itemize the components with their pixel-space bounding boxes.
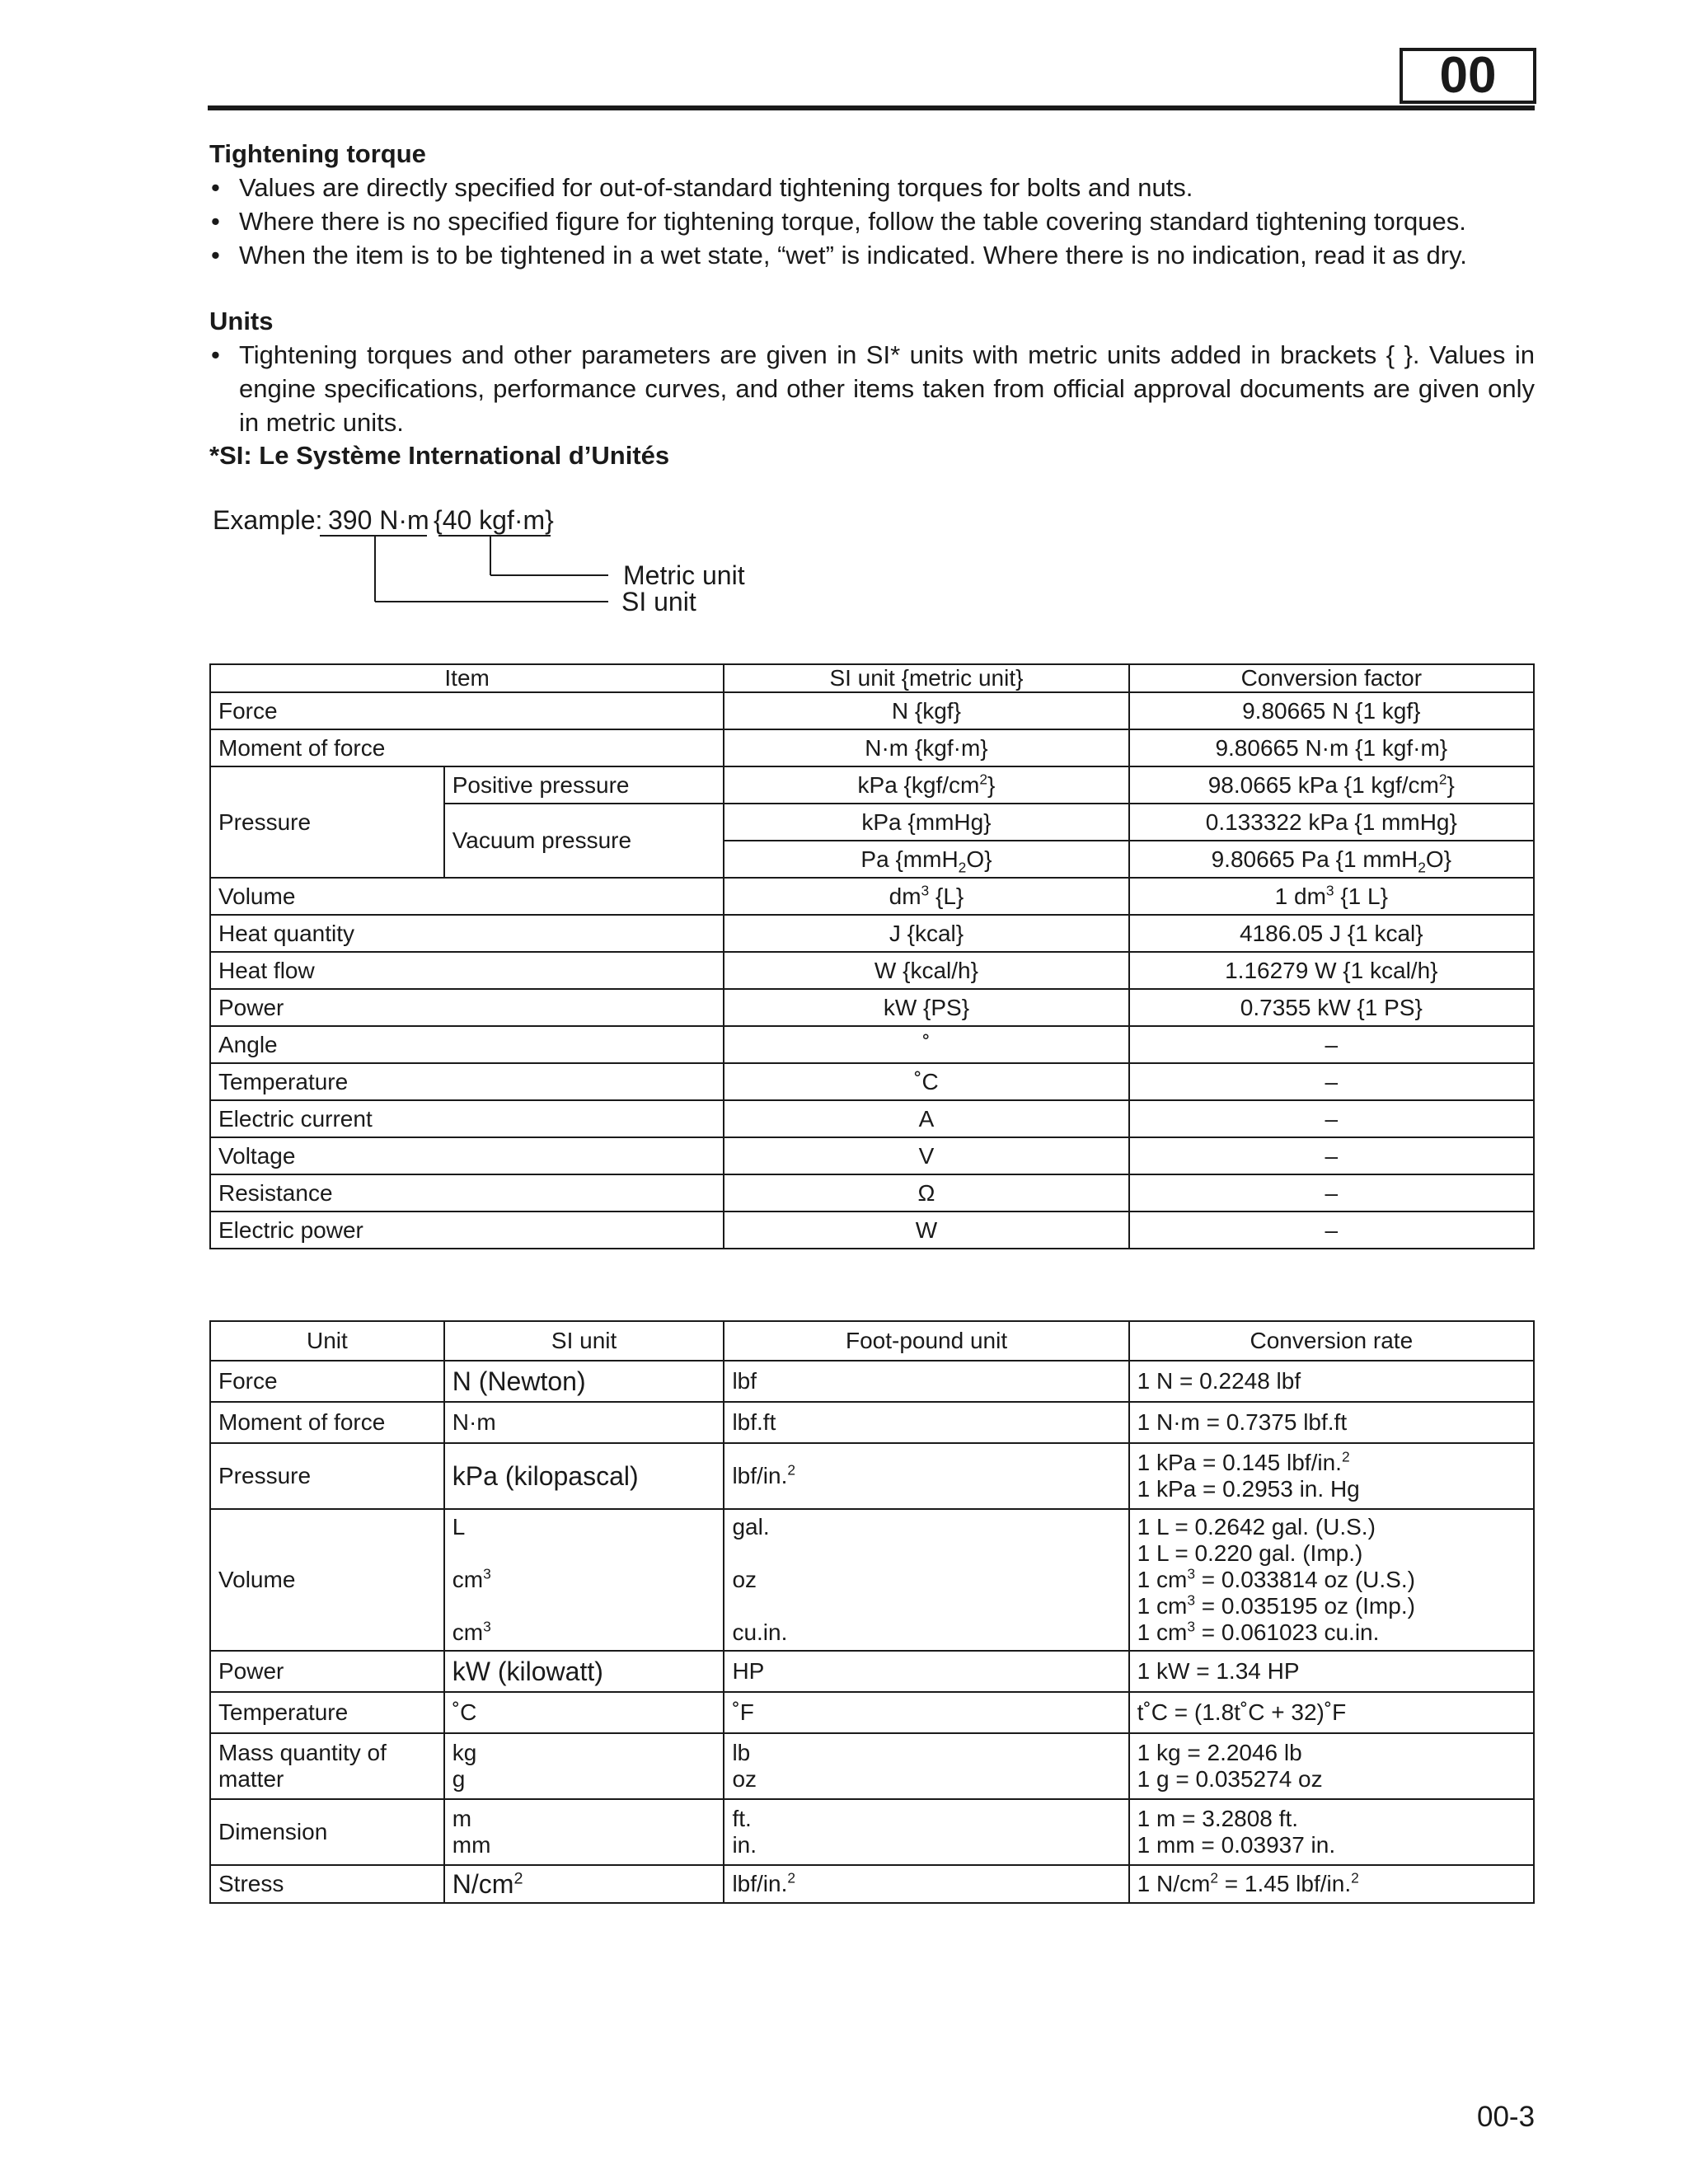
item-cell: Temperature <box>210 1063 724 1100</box>
conversion-factor-cell: 9.80665 N·m {1 kgf·m} <box>1129 729 1534 766</box>
table-row <box>210 1692 1534 1733</box>
table-row <box>210 1402 1534 1443</box>
table-row <box>210 766 1534 804</box>
table-header-row <box>210 1321 1534 1361</box>
si-unit-cell: V <box>724 1137 1128 1174</box>
example-label: Example: <box>213 505 323 535</box>
item-cell: Heat quantity <box>210 915 724 952</box>
si-unit-cell: L $cm^3$ $cm^3$ <box>444 1509 724 1651</box>
conversion-rate-cell: 1 m = 3.2808 ft. 1 mm = 0.03937 in. <box>1129 1799 1534 1865</box>
si-unit-cell: kW {PS} <box>724 989 1128 1026</box>
item-cell: Voltage <box>210 1137 724 1174</box>
table-row <box>210 1026 1534 1063</box>
si-unit-cell: $dm^3$ {L} <box>724 878 1128 915</box>
unit-cell: Temperature <box>210 1692 444 1733</box>
table-row <box>210 1651 1534 1692</box>
foot-pound-cell: ˚F <box>724 1692 1128 1733</box>
column-header: Unit <box>210 1321 444 1361</box>
conversion-rate-cell: 1 kg = 2.2046 lb 1 g = 0.035274 oz <box>1129 1733 1534 1799</box>
item-cell: Volume <box>210 878 724 915</box>
bullet-item: • When the item is to be tightened in a wet state, “wet” is indicated. Where there is no indication, read it as dry. <box>211 241 1467 269</box>
table-row <box>210 1100 1534 1137</box>
table-row <box>210 1799 1534 1865</box>
unit-cell: Mass quantity of matter <box>210 1733 444 1799</box>
unit-cell: Force <box>210 1361 444 1402</box>
example-metric-value: {40 kgf·m} <box>434 505 554 535</box>
conversion-factor-cell: – <box>1129 1026 1534 1063</box>
item-cell: Moment of force <box>210 729 724 766</box>
conversion-factor-cell: 98.0665 kPa {1 kgf/$cm^2$} <box>1129 766 1534 804</box>
foot-pound-cell: gal. oz cu.in. <box>724 1509 1128 1651</box>
conversion-factor-cell: – <box>1129 1100 1534 1137</box>
bullet-item: • Values are directly specified for out-of-standard tightening torques for bolts and nuts. <box>211 173 1193 202</box>
si-unit-cell: kPa {mmHg} <box>724 804 1128 841</box>
si-unit-cell: kg g <box>444 1733 724 1799</box>
column-header: Conversion factor <box>1129 664 1534 692</box>
page-number: 00-3 <box>1477 2101 1536 2133</box>
table-row <box>210 878 1534 915</box>
table-row <box>210 1063 1534 1100</box>
item-cell: Electric power <box>210 1212 724 1249</box>
si-unit-cell: W <box>724 1212 1128 1249</box>
conversion-factor-cell: 4186.05 J {1 kcal} <box>1129 915 1534 952</box>
unit-cell: Power <box>210 1651 444 1692</box>
column-header: Conversion rate <box>1129 1321 1534 1361</box>
foot-pound-cell: lbf/in.$^2$ <box>724 1443 1128 1509</box>
table-row <box>210 952 1534 989</box>
conversion-factor-cell: 0.7355 kW {1 PS} <box>1129 989 1534 1026</box>
si-unit-label: SI unit <box>621 587 696 616</box>
si-unit-cell: $N/cm^2$ <box>444 1865 724 1903</box>
item-cell: Pressure <box>210 766 444 878</box>
table-row <box>210 915 1534 952</box>
tightening-torque-bullets <box>209 171 1536 272</box>
si-unit-cell: Pa {mmH$_2$O} <box>724 841 1128 878</box>
conversion-factor-cell: – <box>1129 1212 1534 1249</box>
column-header: Item <box>210 664 724 692</box>
unit-cell: Volume <box>210 1509 444 1651</box>
table-row <box>210 1509 1534 1651</box>
metric-unit-label: Metric unit <box>623 560 745 590</box>
si-unit-cell: Ω <box>724 1174 1128 1212</box>
si-unit-cell: ˚ <box>724 1026 1128 1063</box>
conversion-factor-cell: – <box>1129 1063 1534 1100</box>
table-row <box>210 1137 1534 1174</box>
item-cell: Force <box>210 692 724 729</box>
foot-pound-cell: lb oz <box>724 1733 1128 1799</box>
si-unit-cell: ˚C <box>444 1692 724 1733</box>
foot-pound-cell: lbf/in.$^2$ <box>724 1865 1128 1903</box>
table-row <box>210 1361 1534 1402</box>
conversion-rate-cell: 1 kW = 1.34 HP <box>1129 1651 1534 1692</box>
si-note: *SI: Le Système International d’Unités <box>209 441 670 470</box>
si-unit-cell: kPa (kilopascal) <box>444 1443 724 1509</box>
conversion-rate-cell: 1 N·m = 0.7375 lbf.ft <box>1129 1402 1534 1443</box>
conversion-factor-cell: 9.80665 N {1 kgf} <box>1129 692 1534 729</box>
example-si-value: 390 N·m <box>328 505 429 535</box>
tightening-torque-section <box>209 138 1536 272</box>
si-unit-cell: kW (kilowatt) <box>444 1651 724 1692</box>
item-cell: Power <box>210 989 724 1026</box>
units-heading: Units <box>209 307 274 335</box>
si-unit-cell: kPa $\{kgf/cm^2\}$ <box>724 766 1128 804</box>
example-leader-lines <box>313 527 626 610</box>
foot-pound-conversion-table <box>209 1320 1535 1904</box>
table-row <box>210 1174 1534 1212</box>
si-unit-cell: ˚C <box>724 1063 1128 1100</box>
conversion-rate-cell: t˚C = (1.8t˚C + 32)˚F <box>1129 1692 1534 1733</box>
foot-pound-cell: ft. in. <box>724 1799 1128 1865</box>
si-unit-cell: W {kcal/h} <box>724 952 1128 989</box>
column-header: SI unit <box>444 1321 724 1361</box>
conversion-rate-cell: 1 N = 0.2248 lbf <box>1129 1361 1534 1402</box>
conversion-factor-cell: 1.16279 W {1 kcal/h} <box>1129 952 1534 989</box>
header-rule <box>208 105 1535 110</box>
si-unit-cell: N {kgf} <box>724 692 1128 729</box>
unit-cell: Pressure <box>210 1443 444 1509</box>
conversion-factor-cell: – <box>1129 1174 1534 1212</box>
conversion-factor-cell: 9.80665 Pa {1 mmH$_2$O} <box>1129 841 1534 878</box>
si-metric-units-table <box>209 663 1535 1249</box>
column-header: SI unit {metric unit} <box>724 664 1128 692</box>
units-bullets <box>209 338 1535 439</box>
item-cell: Heat flow <box>210 952 724 989</box>
unit-cell: Dimension <box>210 1799 444 1865</box>
column-header: Foot-pound unit <box>724 1321 1128 1361</box>
bullet-item: • Where there is no specified figure for tightening torque, follow the table covering standard tightening torques. <box>211 207 1466 236</box>
table-row <box>210 1443 1534 1509</box>
tightening-torque-heading: Tightening torque <box>209 139 426 168</box>
section-number-badge: 00 <box>1400 48 1536 104</box>
conversion-factor-cell: – <box>1129 1137 1534 1174</box>
sub-item-cell: Vacuum pressure <box>444 804 724 878</box>
item-cell: Resistance <box>210 1174 724 1212</box>
item-cell: Electric current <box>210 1100 724 1137</box>
unit-cell: Stress <box>210 1865 444 1903</box>
si-unit-cell: m mm <box>444 1799 724 1865</box>
table-row <box>210 1733 1534 1799</box>
table-row <box>210 1865 1534 1903</box>
si-unit-cell: N (Newton) <box>444 1361 724 1402</box>
si-unit-cell: N·m <box>444 1402 724 1443</box>
item-cell: Angle <box>210 1026 724 1063</box>
table-row <box>210 1212 1534 1249</box>
conversion-factor-cell: 0.133322 kPa {1 mmHg} <box>1129 804 1534 841</box>
sub-item-cell: Positive pressure <box>444 766 724 804</box>
conversion-rate-cell: 1 L = 0.2642 gal. (U.S.) 1 L = 0.220 gal. (Imp.) 1 $cm^3 = 0.033814$ oz (U.S.) 1 $cm^3 = 0.035195$ oz (Imp.) 1 $cm^3 = 0.061023$ cu.in. <box>1129 1509 1534 1651</box>
units-section <box>209 305 1535 472</box>
table-row <box>210 729 1534 766</box>
conversion-factor-cell: 1 $dm^3$ {1 L} <box>1129 878 1534 915</box>
table-row <box>210 989 1534 1026</box>
bullet-item: • Tightening torques and other parameters are given in SI* units with metric units added in brackets { }. Values in engine specifications, performance curves, and other items taken from official approval documents are given only in metric units. <box>211 340 1535 437</box>
si-unit-cell: J {kcal} <box>724 915 1128 952</box>
table-header-row <box>210 664 1534 692</box>
conversion-rate-cell: 1 kPa = 0.145 lbf/in.$^2$ 1 kPa = 0.2953 in. Hg <box>1129 1443 1534 1509</box>
foot-pound-cell: HP <box>724 1651 1128 1692</box>
conversion-rate-cell: 1 $N/cm^2 = 1.45$ lbf/in.$^2$ <box>1129 1865 1534 1903</box>
si-unit-cell: N·m {kgf·m} <box>724 729 1128 766</box>
foot-pound-cell: lbf <box>724 1361 1128 1402</box>
si-unit-cell: A <box>724 1100 1128 1137</box>
foot-pound-cell: lbf.ft <box>724 1402 1128 1443</box>
table-row <box>210 692 1534 729</box>
unit-cell: Moment of force <box>210 1402 444 1443</box>
